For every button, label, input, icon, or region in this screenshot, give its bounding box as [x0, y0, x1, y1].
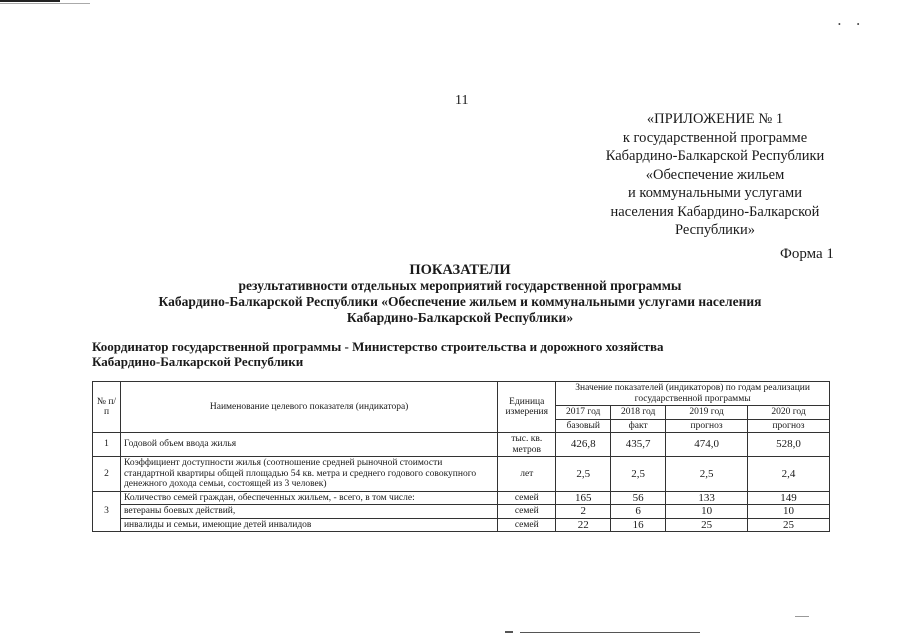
- row-value: 2: [556, 505, 611, 519]
- row-unit: семей: [498, 491, 556, 505]
- document-heading: [90, 262, 830, 326]
- row-value: 25: [666, 518, 748, 532]
- header-year: 2018 год: [611, 406, 666, 420]
- row-name: инвалиды и семьи, имеющие детей инвалидов: [120, 518, 497, 532]
- header-year: 2017 год: [556, 406, 611, 420]
- header-num: № п/п: [93, 382, 121, 433]
- row-value: 10: [748, 505, 830, 519]
- row-num: 1: [93, 433, 121, 457]
- header-unit: Единица измерения: [498, 382, 556, 433]
- row-value: 56: [611, 491, 666, 505]
- form-label: Форма 1: [780, 246, 834, 262]
- row-unit: тыс. кв. метров: [498, 433, 556, 457]
- appendix-line: Республики»: [675, 222, 755, 238]
- row-value: 426,8: [556, 433, 611, 457]
- row-unit: лет: [498, 457, 556, 492]
- row-value: 149: [748, 491, 830, 505]
- coordinator-block: [92, 339, 712, 369]
- row-name: Количество семей граждан, обеспеченных жильем, - всего, в том числе:: [120, 491, 497, 505]
- row-name: Годовой объем ввода жилья: [120, 433, 497, 457]
- scan-artifact-dash: [505, 631, 513, 633]
- row-value: 22: [556, 518, 611, 532]
- heading-line: Кабардино-Балкарской Республики»: [346, 310, 574, 325]
- row-unit: семей: [498, 518, 556, 532]
- row-value: 165: [556, 491, 611, 505]
- row-value: 2,5: [611, 457, 666, 492]
- heading-title: ПОКАЗАТЕЛИ: [409, 262, 511, 278]
- row-num: 3: [93, 491, 121, 532]
- heading-line: Кабардино-Балкарской Республики «Обеспечение жильем и коммунальными услугами населения: [158, 294, 762, 309]
- table-header-row: [93, 382, 830, 406]
- appendix-line: населения Кабардино-Балкарской: [610, 203, 820, 220]
- page-number: 11: [455, 93, 469, 108]
- table-row: [93, 505, 830, 519]
- header-sub: факт: [611, 419, 666, 433]
- coordinator-line: Координатор государственной программы - Министерство строительства и дорожного хозяйства: [92, 339, 664, 354]
- row-name: ветераны боевых действий,: [120, 505, 497, 519]
- row-value: 16: [611, 518, 666, 532]
- scan-artifact-mark: [0, 0, 60, 2]
- row-value: 435,7: [611, 433, 666, 457]
- row-value: 6: [611, 505, 666, 519]
- table-row: [93, 518, 830, 532]
- row-num: 2: [93, 457, 121, 492]
- appendix-line: Кабардино-Балкарской Республики: [605, 148, 825, 164]
- row-value: 474,0: [666, 433, 748, 457]
- header-sub: прогноз: [748, 419, 830, 433]
- appendix-line: и коммунальными услугами: [628, 185, 802, 201]
- appendix-block: [560, 110, 870, 240]
- header-year: 2019 год: [666, 406, 748, 420]
- row-value: 133: [666, 491, 748, 505]
- header-name: Наименование целевого показателя (индикатора): [120, 382, 497, 433]
- header-year: 2020 год: [748, 406, 830, 420]
- header-sub: прогноз: [666, 419, 748, 433]
- appendix-line: «Обеспечение жильем: [645, 166, 785, 183]
- table-row: [93, 491, 830, 505]
- scan-artifact-dots: • •: [838, 20, 860, 29]
- row-name: Коэффициент доступности жилья (соотношение средней рыночной стоимости стандартной квартиры общей площадью 54 кв. метра и среднего годового совокупного денежного дохода семьи, состоящей из 3 человек): [120, 457, 497, 492]
- row-value: 528,0: [748, 433, 830, 457]
- row-value: 2,4: [748, 457, 830, 492]
- appendix-line: к государственной программе: [622, 129, 808, 146]
- row-value: 25: [748, 518, 830, 532]
- signature-line: [520, 632, 700, 633]
- table-row: [93, 433, 830, 457]
- heading-line: результативности отдельных мероприятий государственной программы: [238, 278, 682, 293]
- row-value: 2,5: [556, 457, 611, 492]
- header-values-group: Значение показателей (индикаторов) по годам реализации государственной программы: [556, 382, 830, 406]
- row-value: 10: [666, 505, 748, 519]
- header-sub: базовый: [556, 419, 611, 433]
- row-unit: семей: [498, 505, 556, 519]
- indicators-table: [92, 381, 830, 532]
- scan-artifact-dash: [795, 616, 809, 617]
- scan-artifact-line: [0, 3, 90, 4]
- appendix-line: «ПРИЛОЖЕНИЕ № 1: [646, 111, 784, 127]
- row-value: 2,5: [666, 457, 748, 492]
- coordinator-line: Кабардино-Балкарской Республики: [92, 354, 304, 369]
- table-row: [93, 457, 830, 492]
